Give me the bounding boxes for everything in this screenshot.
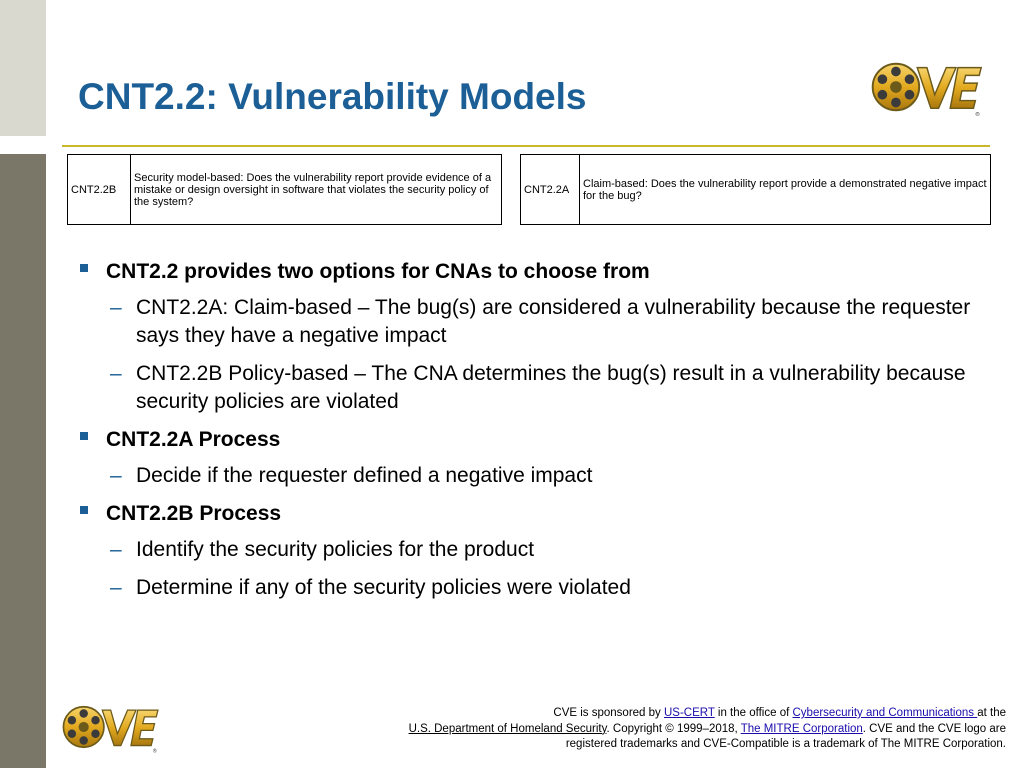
sub-bullet-text: CNT2.2A: Claim-based – The bug(s) are considered a vulnerability because the requester says they have a negative impact <box>136 296 971 347</box>
mitre-link[interactable]: The MITRE Corporation <box>740 722 863 735</box>
dash-bullet-icon: – <box>110 362 122 385</box>
bullet-list <box>78 258 978 612</box>
footer-text: at the <box>977 707 1006 719</box>
sub-bullet-item <box>78 536 978 564</box>
bullet-item <box>78 258 978 286</box>
sub-bullet-item <box>78 294 978 350</box>
bullet-text: CNT2.2A Process <box>106 428 281 451</box>
sub-bullet-item <box>78 360 978 416</box>
sub-bullet-item <box>78 462 978 490</box>
svg-text:®: ® <box>152 748 157 754</box>
bullet-item <box>78 426 978 454</box>
footer-text: . CVE and the CVE logo are registered trademarks and CVE-Compatible is a trademark of The MITRE Corporation. <box>565 722 1006 750</box>
cybersecurity-communications-link[interactable]: Cybersecurity and Communications <box>792 707 978 719</box>
definition-code: CNT2.2B <box>68 155 131 224</box>
us-cert-link[interactable]: US-CERT <box>664 707 715 719</box>
title-divider <box>62 145 990 147</box>
footer-text: in the office of <box>714 707 793 719</box>
sub-bullet-text: Determine if any of the security policies were violated <box>136 576 631 599</box>
dash-bullet-icon: – <box>110 296 122 319</box>
bullet-text: CNT2.2 provides two options for CNAs to choose from <box>106 260 650 283</box>
footer-text: . Copyright © 1999–2018, <box>606 722 741 735</box>
sidebar-band-bottom <box>0 154 46 768</box>
svg-text:®: ® <box>975 112 980 118</box>
bullet-text: CNT2.2B Process <box>106 502 282 525</box>
sub-bullet-text: Identify the security policies for the product <box>136 538 535 561</box>
square-bullet-icon <box>80 264 88 272</box>
sub-bullet-item <box>78 574 978 602</box>
sub-bullet-text: Decide if the requester defined a negative impact <box>136 464 593 487</box>
cve-logo-top <box>866 56 984 118</box>
definition-code: CNT2.2A <box>521 155 580 224</box>
dash-bullet-icon: – <box>110 576 122 599</box>
definition-text: Security model-based: Does the vulnerability report provide evidence of a mistake or design oversight in software that violates the security policy of the system? <box>134 171 492 208</box>
dash-bullet-icon: – <box>110 538 122 561</box>
definition-box-cnt22a <box>520 154 991 225</box>
footer-text: CVE is sponsored by <box>553 707 664 719</box>
footer-credits <box>386 706 1006 753</box>
definition-box-cnt22b <box>67 154 502 225</box>
dhs-text: U.S. Department of Homeland Security <box>408 722 607 735</box>
bullet-item <box>78 500 978 528</box>
square-bullet-icon <box>80 432 88 440</box>
definition-text: Claim-based: Does the vulnerability report provide a demonstrated negative impact for the bug? <box>583 177 987 202</box>
sidebar-band-top <box>0 0 46 136</box>
square-bullet-icon <box>80 506 88 514</box>
sub-bullet-text: CNT2.2B Policy-based – The CNA determines the bug(s) result in a vulnerability because security policies are violated <box>136 362 966 413</box>
cve-logo-bottom <box>58 700 160 754</box>
dash-bullet-icon: – <box>110 464 122 487</box>
slide-title: CNT2.2: Vulnerability Models <box>78 76 587 117</box>
